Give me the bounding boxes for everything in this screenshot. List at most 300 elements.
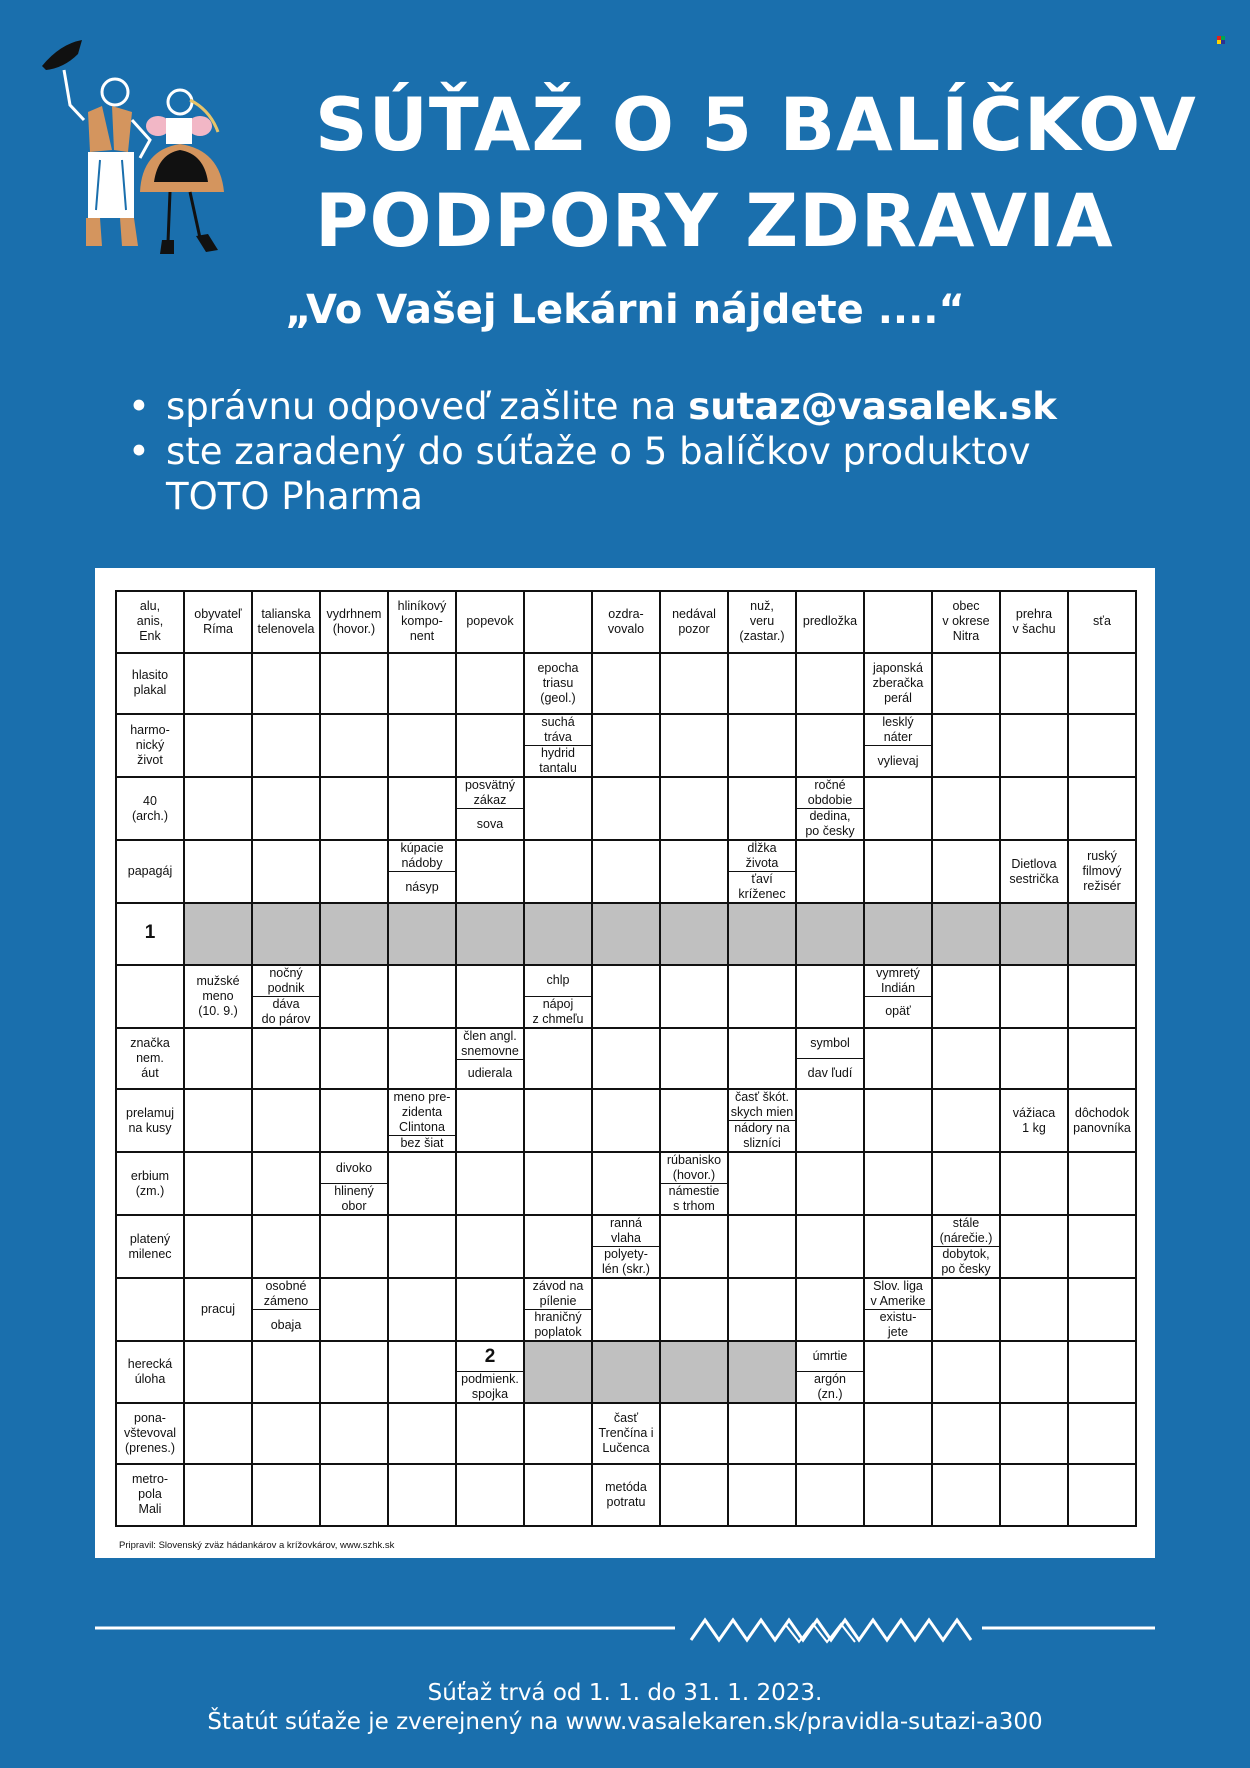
clue-text: osobné zámeno: [263, 1279, 309, 1308]
clue-cell: [864, 653, 932, 715]
answer-cell[interactable]: [1000, 1464, 1068, 1526]
answer-cell[interactable]: [728, 653, 796, 715]
clue-cell: [864, 714, 932, 777]
answer-cell[interactable]: [1000, 1403, 1068, 1465]
answer-cell[interactable]: [252, 714, 320, 777]
clue-text: časť Trenčína i Lučenca: [598, 1410, 654, 1455]
clue-text: popevok: [466, 614, 514, 629]
clue-cell: [116, 1464, 184, 1526]
answer-cell[interactable]: [660, 840, 728, 903]
answer-cell[interactable]: [864, 1089, 932, 1152]
clue-cell: [388, 840, 456, 903]
clue-cell: [592, 1215, 660, 1278]
answer-cell[interactable]: [456, 714, 524, 777]
solution-cell[interactable]: [1068, 903, 1136, 965]
answer-cell[interactable]: [728, 1215, 796, 1278]
clue-text: divoko: [335, 1160, 373, 1175]
answer-cell[interactable]: [932, 1152, 1000, 1215]
clue-text: metro- pola Mali: [131, 1472, 169, 1517]
answer-cell[interactable]: [592, 1152, 660, 1215]
clue-text: ročné obdobie: [807, 778, 853, 807]
answer-cell[interactable]: [592, 965, 660, 1028]
answer-cell[interactable]: [1068, 1278, 1136, 1341]
answer-cell[interactable]: [456, 1464, 524, 1526]
answer-cell[interactable]: [184, 1464, 252, 1526]
clue-text: vážiaca 1 kg: [1012, 1105, 1056, 1135]
solution-cell[interactable]: [728, 903, 796, 965]
answer-cell[interactable]: [184, 1089, 252, 1152]
answer-cell[interactable]: [456, 1089, 524, 1152]
crossword-row: [116, 1089, 1136, 1152]
answer-cell[interactable]: [320, 1278, 388, 1341]
clue-cell: [592, 591, 660, 653]
answer-cell[interactable]: [456, 1152, 524, 1215]
clue-text: vylievaj: [865, 745, 931, 776]
answer-cell[interactable]: [1068, 1215, 1136, 1278]
answer-cell[interactable]: [184, 840, 252, 903]
answer-cell[interactable]: [1000, 1341, 1068, 1403]
clue-cell: [592, 1464, 660, 1526]
answer-cell[interactable]: [388, 777, 456, 840]
answer-cell[interactable]: [252, 1028, 320, 1090]
solution-cell[interactable]: [728, 1341, 796, 1403]
solution-number-cell: [456, 1341, 524, 1403]
clue-text: metóda potratu: [605, 1479, 647, 1509]
answer-cell[interactable]: [932, 965, 1000, 1028]
answer-cell[interactable]: [660, 1464, 728, 1526]
page-title: [315, 78, 1197, 270]
clue-text: opäť: [865, 996, 931, 1027]
answer-cell[interactable]: [728, 1278, 796, 1341]
clue-text: sťa: [1093, 614, 1111, 629]
clue-text: predložka: [802, 614, 858, 629]
answer-cell[interactable]: [864, 1403, 932, 1465]
clue-cell: [796, 777, 864, 840]
footer: [0, 1679, 1250, 1737]
clue-cell: [1000, 591, 1068, 653]
answer-cell[interactable]: [388, 965, 456, 1028]
contest-dates: Súťaž trvá od 1. 1. do 31. 1. 2023.: [427, 1680, 823, 1706]
answer-cell[interactable]: [932, 1464, 1000, 1526]
clue-text: hlinený obor: [321, 1183, 387, 1214]
answer-cell[interactable]: [592, 840, 660, 903]
answer-cell[interactable]: [184, 1341, 252, 1403]
answer-cell[interactable]: [184, 1028, 252, 1090]
answer-cell[interactable]: [252, 1464, 320, 1526]
instruction-list: [128, 384, 1057, 519]
folk-dancers-illustration: [40, 40, 260, 280]
clue-cell: [116, 1028, 184, 1090]
clue-cell: [728, 591, 796, 653]
answer-cell[interactable]: [932, 1341, 1000, 1403]
solution-cell[interactable]: [932, 903, 1000, 965]
clue-cell: [592, 1403, 660, 1465]
clue-cell: [252, 591, 320, 653]
answer-cell[interactable]: [320, 1464, 388, 1526]
clue-cell: [456, 591, 524, 653]
answer-cell[interactable]: [728, 1152, 796, 1215]
clue-text: udierala: [457, 1059, 523, 1089]
clue-cell: [932, 1215, 1000, 1278]
answer-cell[interactable]: [456, 965, 524, 1028]
clue-text: úmrtie: [812, 1348, 848, 1363]
clue-cell: [660, 1152, 728, 1215]
answer-cell[interactable]: [1000, 714, 1068, 777]
clue-cell: [1068, 1089, 1136, 1152]
answer-cell[interactable]: [660, 714, 728, 777]
answer-cell[interactable]: [1068, 653, 1136, 715]
decorative-divider: [95, 1606, 1155, 1646]
answer-cell[interactable]: [796, 840, 864, 903]
clue-text: podmienk. spojka: [457, 1371, 523, 1402]
answer-cell[interactable]: [592, 714, 660, 777]
answer-cell[interactable]: [796, 1403, 864, 1465]
answer-cell[interactable]: [660, 1403, 728, 1465]
answer-cell[interactable]: [524, 1215, 592, 1278]
answer-cell[interactable]: [524, 1089, 592, 1152]
answer-cell[interactable]: [388, 1215, 456, 1278]
clue-cell: [1000, 840, 1068, 903]
answer-cell[interactable]: [388, 1028, 456, 1090]
answer-cell[interactable]: [864, 591, 932, 653]
answer-cell[interactable]: [320, 714, 388, 777]
solution-cell[interactable]: [796, 903, 864, 965]
answer-cell[interactable]: [388, 1403, 456, 1465]
answer-cell[interactable]: [456, 1403, 524, 1465]
answer-cell[interactable]: [864, 1215, 932, 1278]
clue-text: chlp: [546, 973, 570, 987]
clue-text: dôchodok panovníka: [1073, 1105, 1131, 1135]
answer-cell[interactable]: [864, 840, 932, 903]
answer-cell[interactable]: [524, 1464, 592, 1526]
answer-cell[interactable]: [864, 1464, 932, 1526]
answer-cell[interactable]: [524, 840, 592, 903]
solution-cell[interactable]: [592, 903, 660, 965]
answer-cell[interactable]: [184, 1215, 252, 1278]
clue-cell: [320, 591, 388, 653]
clue-text: dáva do párov: [253, 996, 319, 1027]
answer-cell[interactable]: [660, 1028, 728, 1090]
clue-text: ozdra- vovalo: [607, 606, 645, 636]
answer-cell[interactable]: [320, 1089, 388, 1152]
instruction-brand-text: TOTO Pharma: [166, 475, 423, 518]
answer-cell[interactable]: [320, 653, 388, 715]
answer-cell[interactable]: [660, 1089, 728, 1152]
answer-cell[interactable]: [1000, 777, 1068, 840]
answer-cell[interactable]: [524, 591, 592, 653]
answer-cell[interactable]: [932, 777, 1000, 840]
clue-text: erbium (zm.): [130, 1168, 170, 1198]
answer-cell[interactable]: [592, 1089, 660, 1152]
answer-cell[interactable]: [252, 1215, 320, 1278]
clue-text: existu- jete: [865, 1309, 931, 1340]
clue-cell: [728, 840, 796, 903]
clue-text: epocha triasu (geol.): [537, 660, 579, 705]
answer-cell[interactable]: [388, 1341, 456, 1403]
crossword-row: [116, 1403, 1136, 1465]
answer-cell[interactable]: [1000, 653, 1068, 715]
clue-text: symbol: [810, 1035, 850, 1050]
clue-text: pracuj: [200, 1302, 236, 1316]
answer-cell[interactable]: [252, 653, 320, 715]
clue-cell: [864, 1278, 932, 1341]
answer-cell[interactable]: [592, 777, 660, 840]
crossword-row: [116, 591, 1136, 653]
clue-text: ťaví kríženec: [729, 871, 795, 902]
clue-cell: [524, 714, 592, 777]
answer-cell[interactable]: [116, 965, 184, 1028]
answer-cell[interactable]: [252, 777, 320, 840]
crossword-panel: [95, 568, 1155, 1558]
clue-text: nočný podnik: [267, 965, 305, 995]
answer-cell[interactable]: [388, 714, 456, 777]
answer-cell[interactable]: [184, 1152, 252, 1215]
clue-text: polyety- lén (skr.): [593, 1246, 659, 1277]
answer-cell[interactable]: [1000, 1278, 1068, 1341]
answer-cell[interactable]: [320, 1341, 388, 1403]
answer-cell[interactable]: [1068, 1152, 1136, 1215]
answer-cell[interactable]: [320, 1403, 388, 1465]
clue-text: hlasito plakal: [131, 668, 169, 698]
clue-text: obec v okrese Nitra: [942, 599, 990, 644]
answer-cell[interactable]: [728, 1403, 796, 1465]
answer-cell[interactable]: [592, 653, 660, 715]
answer-cell[interactable]: [864, 1341, 932, 1403]
answer-cell[interactable]: [252, 1341, 320, 1403]
clue-text: sova: [457, 808, 523, 839]
solution-cell[interactable]: [456, 903, 524, 965]
answer-cell[interactable]: [320, 840, 388, 903]
answer-cell[interactable]: [1000, 965, 1068, 1028]
clue-text: suchá tráva: [541, 715, 575, 744]
clue-cell: [796, 1341, 864, 1403]
answer-cell[interactable]: [456, 1278, 524, 1341]
clue-cell: [524, 965, 592, 1028]
solution-cell[interactable]: [660, 1341, 728, 1403]
solution-cell[interactable]: [388, 903, 456, 965]
answer-cell[interactable]: [388, 1464, 456, 1526]
answer-cell[interactable]: [1068, 1464, 1136, 1526]
clue-text: nedával pozor: [672, 606, 716, 636]
clue-text: posvätný zákaz: [464, 778, 516, 807]
answer-cell[interactable]: [728, 1464, 796, 1526]
clue-cell: [116, 653, 184, 715]
solution-cell[interactable]: [864, 903, 932, 965]
solution-cell[interactable]: [1000, 903, 1068, 965]
answer-cell[interactable]: [320, 777, 388, 840]
clue-cell: [932, 591, 1000, 653]
crossword-row: [116, 1152, 1136, 1215]
crossword-row: [116, 840, 1136, 903]
answer-cell[interactable]: [660, 777, 728, 840]
clue-text: Slov. liga v Amerike: [870, 1279, 926, 1308]
answer-cell[interactable]: [320, 965, 388, 1028]
answer-cell[interactable]: [456, 1215, 524, 1278]
answer-cell[interactable]: [456, 840, 524, 903]
answer-cell[interactable]: [728, 777, 796, 840]
answer-cell[interactable]: [864, 1028, 932, 1090]
clue-cell: [116, 1341, 184, 1403]
answer-cell[interactable]: [796, 1464, 864, 1526]
answer-cell[interactable]: [796, 1089, 864, 1152]
answer-cell[interactable]: [524, 1028, 592, 1090]
rules-statement: Štatút súťaže je zverejnený na www.vasalekaren.sk/pravidla-sutazi-a300: [207, 1709, 1043, 1735]
clue-text: dobytok, po česky: [933, 1246, 999, 1277]
answer-cell[interactable]: [864, 1152, 932, 1215]
answer-cell[interactable]: [524, 1403, 592, 1465]
answer-cell[interactable]: [1000, 1152, 1068, 1215]
clue-cell: [252, 965, 320, 1028]
crossword-credit: Pripravil: Slovenský zväz hádankárov a krížovkárov, www.szhk.sk: [119, 1540, 395, 1551]
answer-cell[interactable]: [796, 1278, 864, 1341]
clue-text: vymretý Indián: [876, 965, 920, 995]
clue-cell: [184, 1278, 252, 1341]
answer-cell[interactable]: [932, 653, 1000, 715]
clue-text: ruský filmový režisér: [1082, 849, 1122, 893]
answer-cell[interactable]: [388, 1278, 456, 1341]
clue-text: ranná vlaha: [610, 1216, 642, 1245]
answer-cell[interactable]: [796, 965, 864, 1028]
crossword-row: [116, 1341, 1136, 1403]
clue-cell: [320, 1152, 388, 1215]
answer-cell[interactable]: [388, 653, 456, 715]
solution-cell[interactable]: [592, 1341, 660, 1403]
clue-text: pona- vštevoval (prenes.): [123, 1410, 177, 1455]
answer-cell[interactable]: [728, 965, 796, 1028]
instruction-send-text: správnu odpoveď zašlite na: [166, 385, 689, 428]
solution-cell[interactable]: [252, 903, 320, 965]
answer-cell[interactable]: [728, 714, 796, 777]
clue-text: 40 (arch.): [131, 793, 169, 823]
clue-text: dedina, po česky: [797, 808, 863, 839]
clue-cell: [388, 1089, 456, 1152]
clue-text: vydrhnem (hovor.): [326, 606, 382, 636]
answer-cell[interactable]: [252, 1403, 320, 1465]
clue-text: dĺžka života: [745, 841, 779, 870]
contest-email-link[interactable]: sutaz@vasalek.sk: [688, 385, 1057, 428]
answer-cell[interactable]: [660, 1215, 728, 1278]
title-line-1: SÚŤAŽ O 5 BALÍČKOV: [315, 83, 1197, 168]
answer-cell[interactable]: [1068, 1341, 1136, 1403]
answer-cell[interactable]: [660, 653, 728, 715]
clue-text: platený milenec: [128, 1231, 172, 1261]
answer-cell[interactable]: [184, 714, 252, 777]
answer-cell[interactable]: [592, 1028, 660, 1090]
solution-cell[interactable]: [184, 903, 252, 965]
clue-cell: [116, 714, 184, 777]
answer-cell[interactable]: [1068, 777, 1136, 840]
clue-text: talianska telenovela: [257, 606, 315, 636]
clue-cell: [524, 1278, 592, 1341]
solution-cell[interactable]: [524, 903, 592, 965]
clue-cell: [116, 1089, 184, 1152]
answer-cell[interactable]: [252, 840, 320, 903]
instruction-text: [166, 384, 1057, 429]
answer-cell[interactable]: [1000, 1215, 1068, 1278]
clue-cell: [864, 965, 932, 1028]
answer-cell[interactable]: [524, 777, 592, 840]
answer-cell[interactable]: [1000, 1028, 1068, 1090]
answer-cell[interactable]: [796, 653, 864, 715]
crossword-grid: [115, 590, 1137, 1527]
solution-cell[interactable]: [660, 903, 728, 965]
clue-text: mužské meno (10. 9.): [196, 973, 240, 1018]
clue-text: hliníkový kompo- nent: [397, 599, 447, 644]
clue-text: člen angl. snemovne: [461, 1028, 519, 1058]
answer-cell[interactable]: [932, 714, 1000, 777]
answer-cell[interactable]: [388, 1152, 456, 1215]
answer-cell[interactable]: [660, 965, 728, 1028]
answer-cell[interactable]: [932, 1028, 1000, 1090]
clue-cell: [116, 1403, 184, 1465]
answer-cell[interactable]: [1068, 965, 1136, 1028]
answer-cell[interactable]: [456, 653, 524, 715]
clue-text: nádory na slizníci: [729, 1120, 795, 1151]
answer-cell[interactable]: [932, 840, 1000, 903]
crossword-row: [116, 965, 1136, 1028]
answer-cell[interactable]: [184, 777, 252, 840]
clue-text: harmo- nický život: [130, 723, 170, 767]
answer-cell[interactable]: [728, 1028, 796, 1090]
answer-cell[interactable]: [320, 1215, 388, 1278]
answer-cell[interactable]: [184, 1403, 252, 1465]
answer-cell[interactable]: [592, 1278, 660, 1341]
solution-cell[interactable]: [320, 903, 388, 965]
answer-cell[interactable]: [252, 1089, 320, 1152]
answer-cell[interactable]: [524, 1152, 592, 1215]
clue-text: obaja: [253, 1309, 319, 1340]
clue-cell: [524, 653, 592, 715]
instruction-prize-text: ste zaradený do súťaže o 5 balíčkov produktov: [166, 430, 1031, 473]
answer-cell[interactable]: [184, 653, 252, 715]
clue-cell: [660, 591, 728, 653]
answer-cell[interactable]: [796, 714, 864, 777]
answer-cell[interactable]: [932, 1278, 1000, 1341]
crossword-row: [116, 714, 1136, 777]
answer-cell[interactable]: [252, 1152, 320, 1215]
clue-text: 2: [484, 1345, 496, 1367]
answer-cell[interactable]: [1068, 714, 1136, 777]
answer-cell[interactable]: [1068, 1403, 1136, 1465]
answer-cell[interactable]: [864, 777, 932, 840]
answer-cell[interactable]: [660, 1278, 728, 1341]
answer-cell[interactable]: [1068, 1028, 1136, 1090]
clue-cell: [184, 591, 252, 653]
clue-text: stále (nárečie.): [939, 1216, 993, 1245]
solution-cell[interactable]: [524, 1341, 592, 1403]
clue-cell: [116, 591, 184, 653]
clue-text: Dietlova sestrička: [1009, 856, 1059, 886]
clue-cell: [388, 591, 456, 653]
clue-text: rúbanisko (hovor.): [666, 1153, 722, 1182]
instruction-text: [166, 429, 1030, 519]
clue-text: hydrid tantalu: [525, 745, 591, 776]
clue-cell: [184, 965, 252, 1028]
crossword-row: [116, 777, 1136, 840]
answer-cell[interactable]: [320, 1028, 388, 1090]
clue-cell: [796, 591, 864, 653]
crossword-row: [116, 1028, 1136, 1090]
answer-cell[interactable]: [932, 1089, 1000, 1152]
answer-cell[interactable]: [796, 1152, 864, 1215]
clue-text: nápoj z chmeľu: [525, 996, 591, 1027]
answer-cell[interactable]: [932, 1403, 1000, 1465]
answer-cell[interactable]: [116, 1278, 184, 1341]
clue-text: bez šiat: [389, 1135, 455, 1151]
answer-cell[interactable]: [796, 1215, 864, 1278]
solution-number: 1: [144, 922, 156, 944]
bullet-icon: •: [128, 430, 150, 473]
